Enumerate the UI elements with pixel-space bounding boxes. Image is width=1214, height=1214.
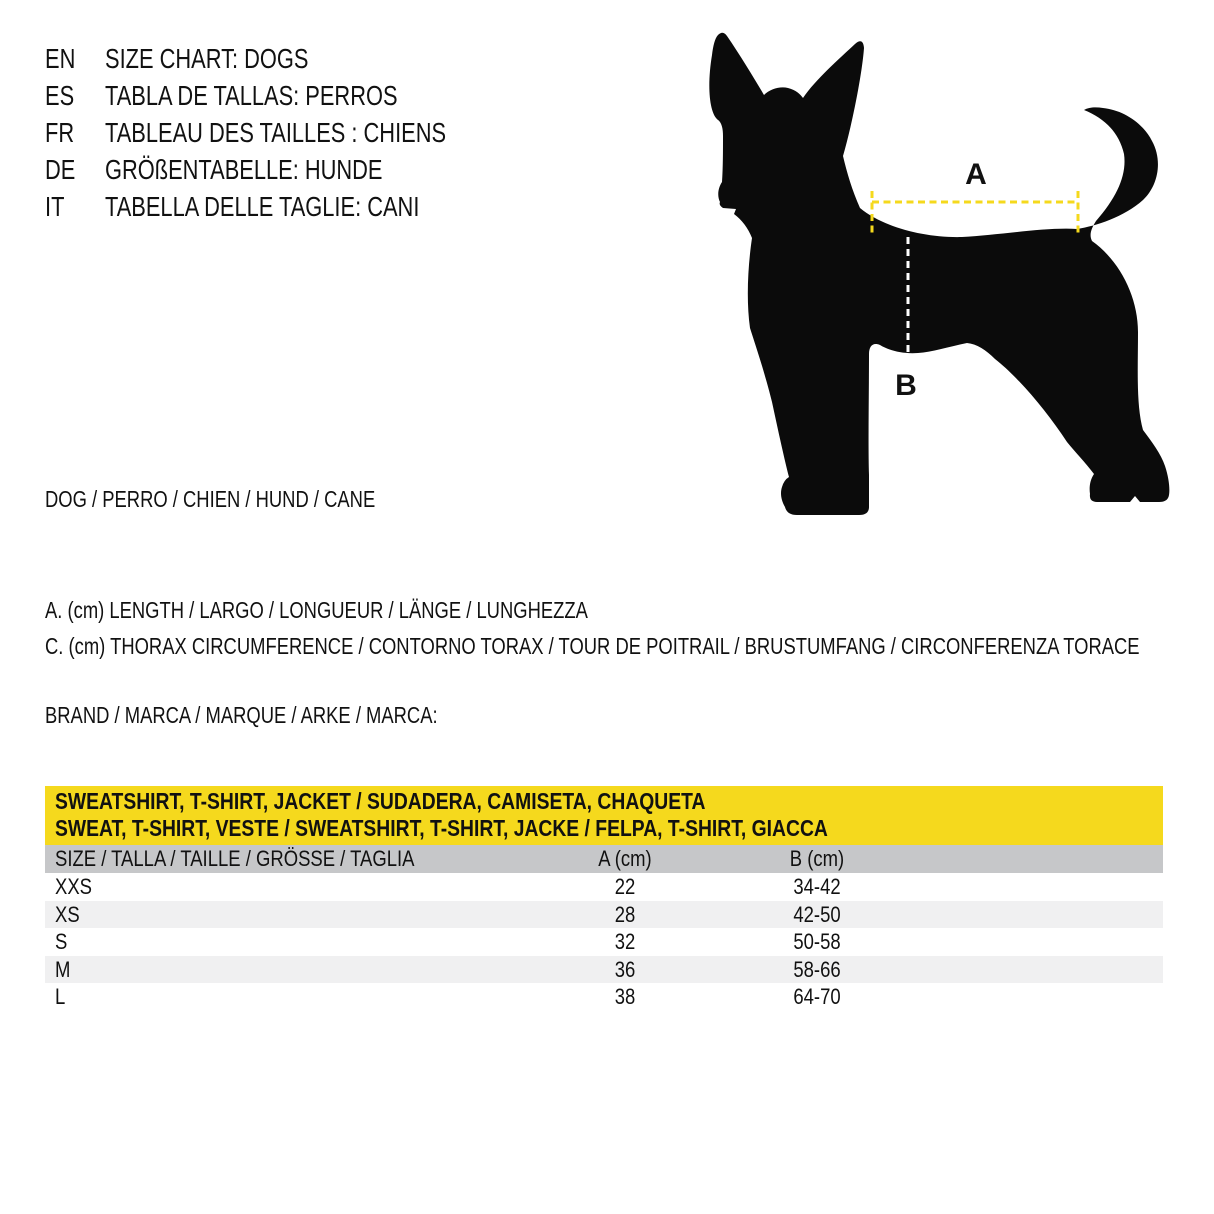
column-header-size: SIZE / TALLA / TAILLE / GRÖSSE / TAGLIA [55, 846, 415, 871]
b-value: 64-70 [793, 984, 841, 1009]
size-value: L [55, 984, 66, 1009]
size-table [45, 786, 1163, 1011]
measure-a-legend: A. (cm) LENGTH / LARGO / LONGUEUR / LÄNGE / LUNGHEZZA [45, 597, 588, 623]
size-value: M [55, 956, 71, 982]
a-value: 36 [614, 956, 636, 982]
brand-label: BRAND / MARCA / MARQUE / ARKE / MARCA: [45, 702, 438, 728]
language-title-list [45, 40, 542, 225]
language-row-es [45, 77, 542, 114]
garment-title-band [45, 786, 1163, 845]
language-row-fr [45, 114, 542, 151]
a-value: 22 [614, 874, 636, 899]
b-value: 42-50 [793, 901, 841, 927]
language-row-en [45, 40, 542, 77]
page-title-fr: TABLEAU DES TAILLES : CHIENS [105, 117, 447, 148]
table-row-l [45, 983, 1163, 1011]
chest-marker-label: B [895, 369, 917, 402]
language-code: FR [45, 117, 75, 148]
measure-c-legend: C. (cm) THORAX CIRCUMFERENCE / CONTORNO TORAX / TOUR DE POITRAIL / BRUSTUMFANG / CIRCONFERENZA TORACE [45, 633, 1140, 659]
language-code: EN [45, 43, 76, 74]
language-row-de [45, 151, 542, 188]
table-row-xxs [45, 873, 1163, 901]
table-row-s [45, 928, 1163, 956]
language-row-it [45, 188, 542, 225]
language-code: IT [45, 191, 65, 222]
dog-measurement-diagram [700, 10, 1200, 520]
page-title-de: GRÖßENTABELLE: HUNDE [105, 154, 383, 185]
size-value: S [55, 929, 68, 954]
column-header-b: B (cm) [789, 846, 845, 871]
a-value: 28 [614, 901, 636, 927]
page-title-es: TABLA DE TALLAS: PERROS [105, 80, 398, 111]
page-title-it: TABELLA DELLE TAGLIE: CANI [105, 191, 420, 222]
b-value: 34-42 [793, 874, 841, 899]
size-value: XXS [55, 874, 92, 899]
table-row-m [45, 956, 1163, 984]
page-title: SIZE CHART: DOGS [105, 43, 309, 74]
size-value: XS [55, 901, 80, 927]
a-value: 32 [614, 929, 636, 954]
garment-title-line2: SWEAT, T-SHIRT, VESTE / SWEATSHIRT, T-SHIRT, JACKE / FELPA, T-SHIRT, GIACCA [55, 815, 828, 841]
language-code: ES [45, 80, 75, 111]
column-header-a: A (cm) [598, 846, 652, 871]
animal-caption: DOG / PERRO / CHIEN / HUND / CANE [45, 486, 376, 512]
garment-title-line1: SWEATSHIRT, T-SHIRT, JACKET / SUDADERA, CAMISETA, CHAQUETA [55, 788, 706, 814]
b-value: 58-66 [793, 956, 841, 982]
b-value: 50-58 [793, 929, 841, 954]
language-code: DE [45, 154, 76, 185]
length-marker-label: A [965, 158, 987, 191]
table-header-row [45, 845, 1163, 873]
chihuahua-silhouette-icon [709, 33, 1169, 515]
a-value: 38 [614, 984, 636, 1009]
table-row-xs [45, 901, 1163, 929]
